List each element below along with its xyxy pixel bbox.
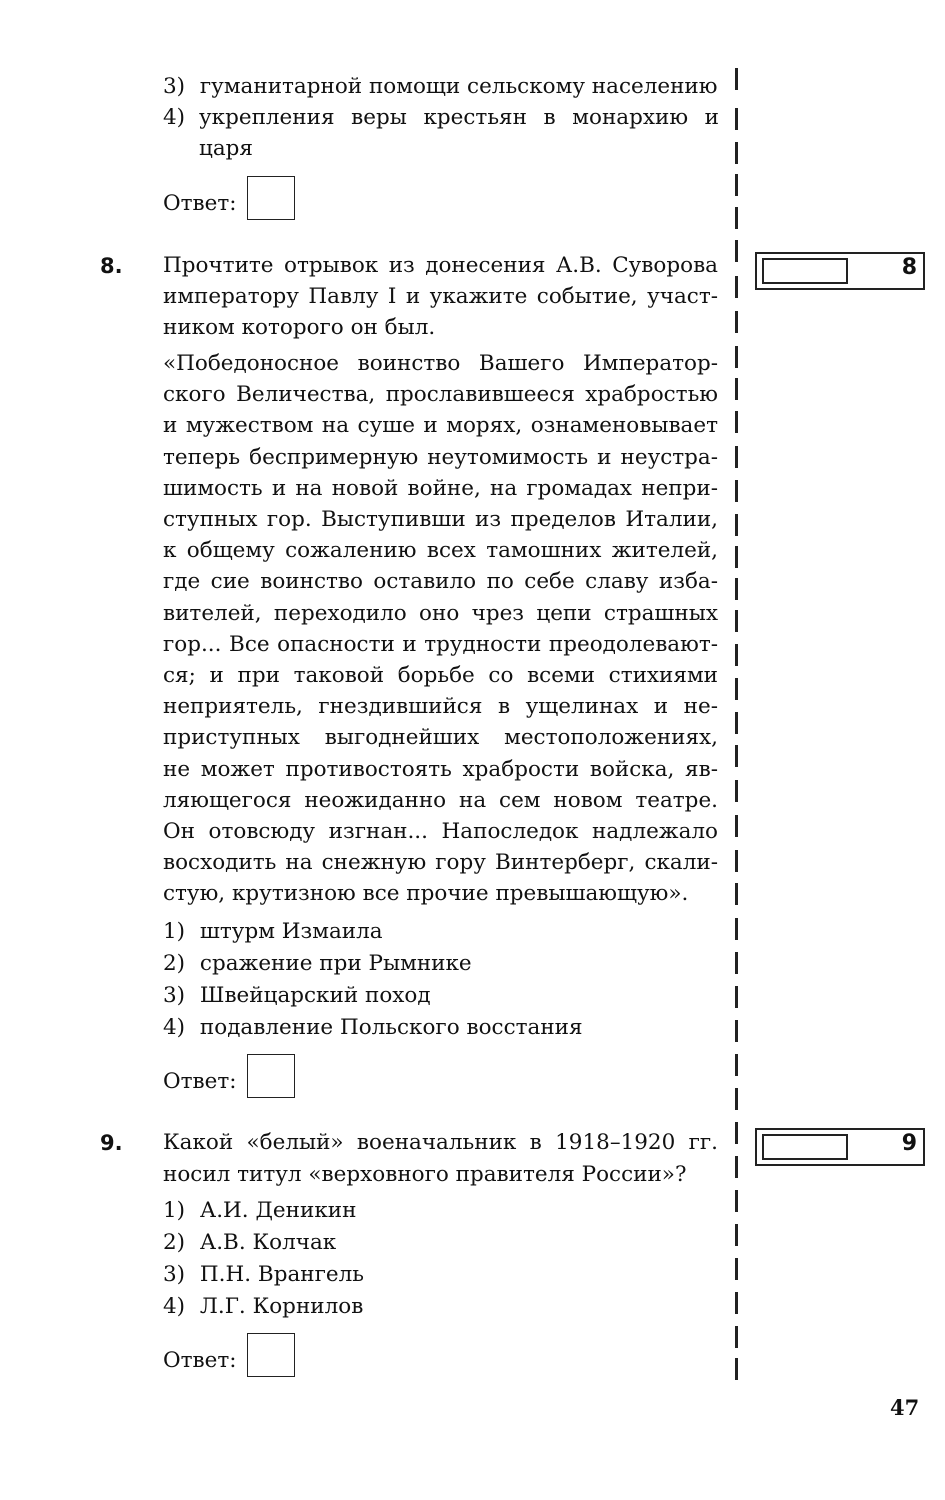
option-text: подавление Польского восстания (199, 1015, 583, 1040)
answer-label: Ответ: (163, 1348, 237, 1373)
quote-line: стую, крутизною все прочие превышающую». (163, 881, 689, 906)
prev-option-3 (163, 71, 717, 102)
option-number: 4) (163, 1294, 186, 1319)
score-box-number: 9 (901, 1131, 917, 1156)
quote-line: ступных гор. Выступивши из пределов Италии, (163, 507, 718, 532)
option-text: А.И. Деникин (199, 1198, 357, 1223)
cut-line-dash (735, 712, 738, 734)
quote-line: и мужеством на суше и морях, ознаменовывает (163, 413, 718, 438)
cut-line-dash (735, 1054, 738, 1076)
option-text: гуманитарной помощи сельскому населению (199, 74, 718, 99)
cut-line-dash (735, 1156, 738, 1178)
option-number: 3) (163, 74, 186, 99)
score-box (755, 252, 925, 290)
quote-line: «Победоносное воинство Вашего Император- (163, 351, 718, 376)
cut-line-dash (735, 346, 738, 368)
quote-line: Он отовсюду изгнан... Напоследок надлежало (163, 819, 718, 844)
cut-line-dash (735, 311, 738, 333)
cut-line-dash (735, 1122, 738, 1144)
option-number: 1) (163, 1198, 186, 1223)
answer-box[interactable] (247, 176, 295, 220)
cut-line-dash (735, 850, 738, 872)
score-box (755, 1128, 925, 1166)
cut-line-dash (735, 276, 738, 298)
question-prompt-line: носил титул «верховного правителя России»? (163, 1162, 687, 1187)
question-prompt-line: императору Павлу I и укажите событие, участ- (163, 284, 718, 309)
score-box-number: 8 (901, 255, 917, 280)
page-number: 47 (890, 1395, 920, 1420)
option-4 (163, 1012, 583, 1043)
quote-line: не может противостоять храбрости войска, яв- (163, 757, 718, 782)
option-1 (163, 1195, 356, 1226)
quote-line: восходить на снежную гору Винтерберг, скали- (163, 850, 718, 875)
cut-line-dash (735, 986, 738, 1008)
option-number: 4) (163, 1015, 186, 1040)
score-input[interactable] (762, 1134, 848, 1160)
question-number: 9. (100, 1131, 123, 1155)
option-number: 3) (163, 1262, 186, 1287)
cut-line-dash (735, 578, 738, 600)
cut-line-dash (735, 780, 738, 802)
cut-line-dash (735, 514, 738, 536)
option-number: 3) (163, 983, 186, 1008)
cut-line-dash (735, 108, 738, 130)
cut-line-dash (735, 68, 738, 90)
option-2 (163, 1227, 336, 1258)
cut-line-dash (735, 446, 738, 468)
answer-box[interactable] (247, 1333, 295, 1377)
prev-option-4-text-cont: царя (199, 136, 253, 161)
quote-line: неприятель, гнездившийся в ущелинах и не- (163, 694, 718, 719)
option-2 (163, 948, 472, 979)
cut-line-dash (735, 1358, 738, 1380)
cut-line-dash (735, 1292, 738, 1314)
option-3 (163, 1259, 364, 1290)
cut-line-dash (735, 1190, 738, 1212)
cut-line-dash (735, 480, 738, 502)
cut-line-dash (735, 1326, 738, 1348)
option-text: штурм Измаила (199, 919, 383, 944)
quote-line: ляющегося неожиданно на сем новом театре. (163, 788, 718, 813)
option-4 (163, 1291, 363, 1322)
cut-line-dash (735, 378, 738, 400)
quote-line: приступных выгоднейших местоположениях, (163, 725, 718, 750)
cut-line-dash (735, 1020, 738, 1042)
option-text: Л.Г. Корнилов (199, 1294, 364, 1319)
answer-label: Ответ: (163, 1069, 237, 1094)
cut-line-dash (735, 678, 738, 700)
question-prompt-line: Прочтите отрывок из донесения А.В. Суворова (163, 253, 718, 278)
option-number: 2) (163, 1230, 186, 1255)
quote-line: к общему сожалению всех тамошних жителей, (163, 538, 718, 563)
cut-line-dash (735, 411, 738, 433)
cut-line-dash (735, 174, 738, 196)
option-number: 1) (163, 919, 186, 944)
option-number: 2) (163, 951, 186, 976)
option-text: А.В. Колчак (199, 1230, 337, 1255)
quote-line: вителей, переходило оно чрез цепи страшных (163, 601, 718, 626)
quote-line: гор... Все опасности и трудности преодолевают- (163, 632, 718, 657)
cut-line-dash (735, 610, 738, 632)
option-text: сражение при Рымнике (199, 951, 472, 976)
quote-line: где сие воинство оставило по себе славу изба- (163, 569, 718, 594)
cut-line-dash (735, 952, 738, 974)
cut-line-dash (735, 142, 738, 164)
quote-line: теперь беспримерную неутомимость и неустра- (163, 445, 718, 470)
prev-option-4-text: укрепления веры крестьян в монархию и (199, 105, 719, 130)
cut-line-dash (735, 644, 738, 666)
option-3 (163, 980, 431, 1011)
cut-line-dash (735, 883, 738, 905)
answer-box[interactable] (247, 1054, 295, 1098)
cut-line-dash (735, 1258, 738, 1280)
cut-line-dash (735, 1224, 738, 1246)
question-prompt-line: ником которого он был. (163, 315, 436, 340)
cut-line-dash (735, 1088, 738, 1110)
cut-line-dash (735, 918, 738, 940)
quote-line: шимость и на новой войне, на громадах непри- (163, 476, 718, 501)
question-prompt-line: Какой «белый» военачальник в 1918–1920 гг. (163, 1130, 718, 1155)
cut-line-dash (735, 815, 738, 837)
option-text: Швейцарский поход (199, 983, 431, 1008)
cut-line-dash (735, 745, 738, 767)
option-1 (163, 916, 383, 947)
quote-line: ского Величества, прославившееся храбростью (163, 382, 718, 407)
quote-line: ся; и при таковой борьбе со всеми стихиями (163, 663, 718, 688)
cut-line-dash (735, 240, 738, 262)
question-number: 8. (100, 254, 123, 278)
score-input[interactable] (762, 258, 848, 284)
cut-line-dash (735, 207, 738, 229)
option-text: П.Н. Врангель (199, 1262, 364, 1287)
cut-line-dash (735, 546, 738, 568)
prev-option-4-number: 4) (163, 105, 186, 130)
answer-label: Ответ: (163, 191, 237, 216)
